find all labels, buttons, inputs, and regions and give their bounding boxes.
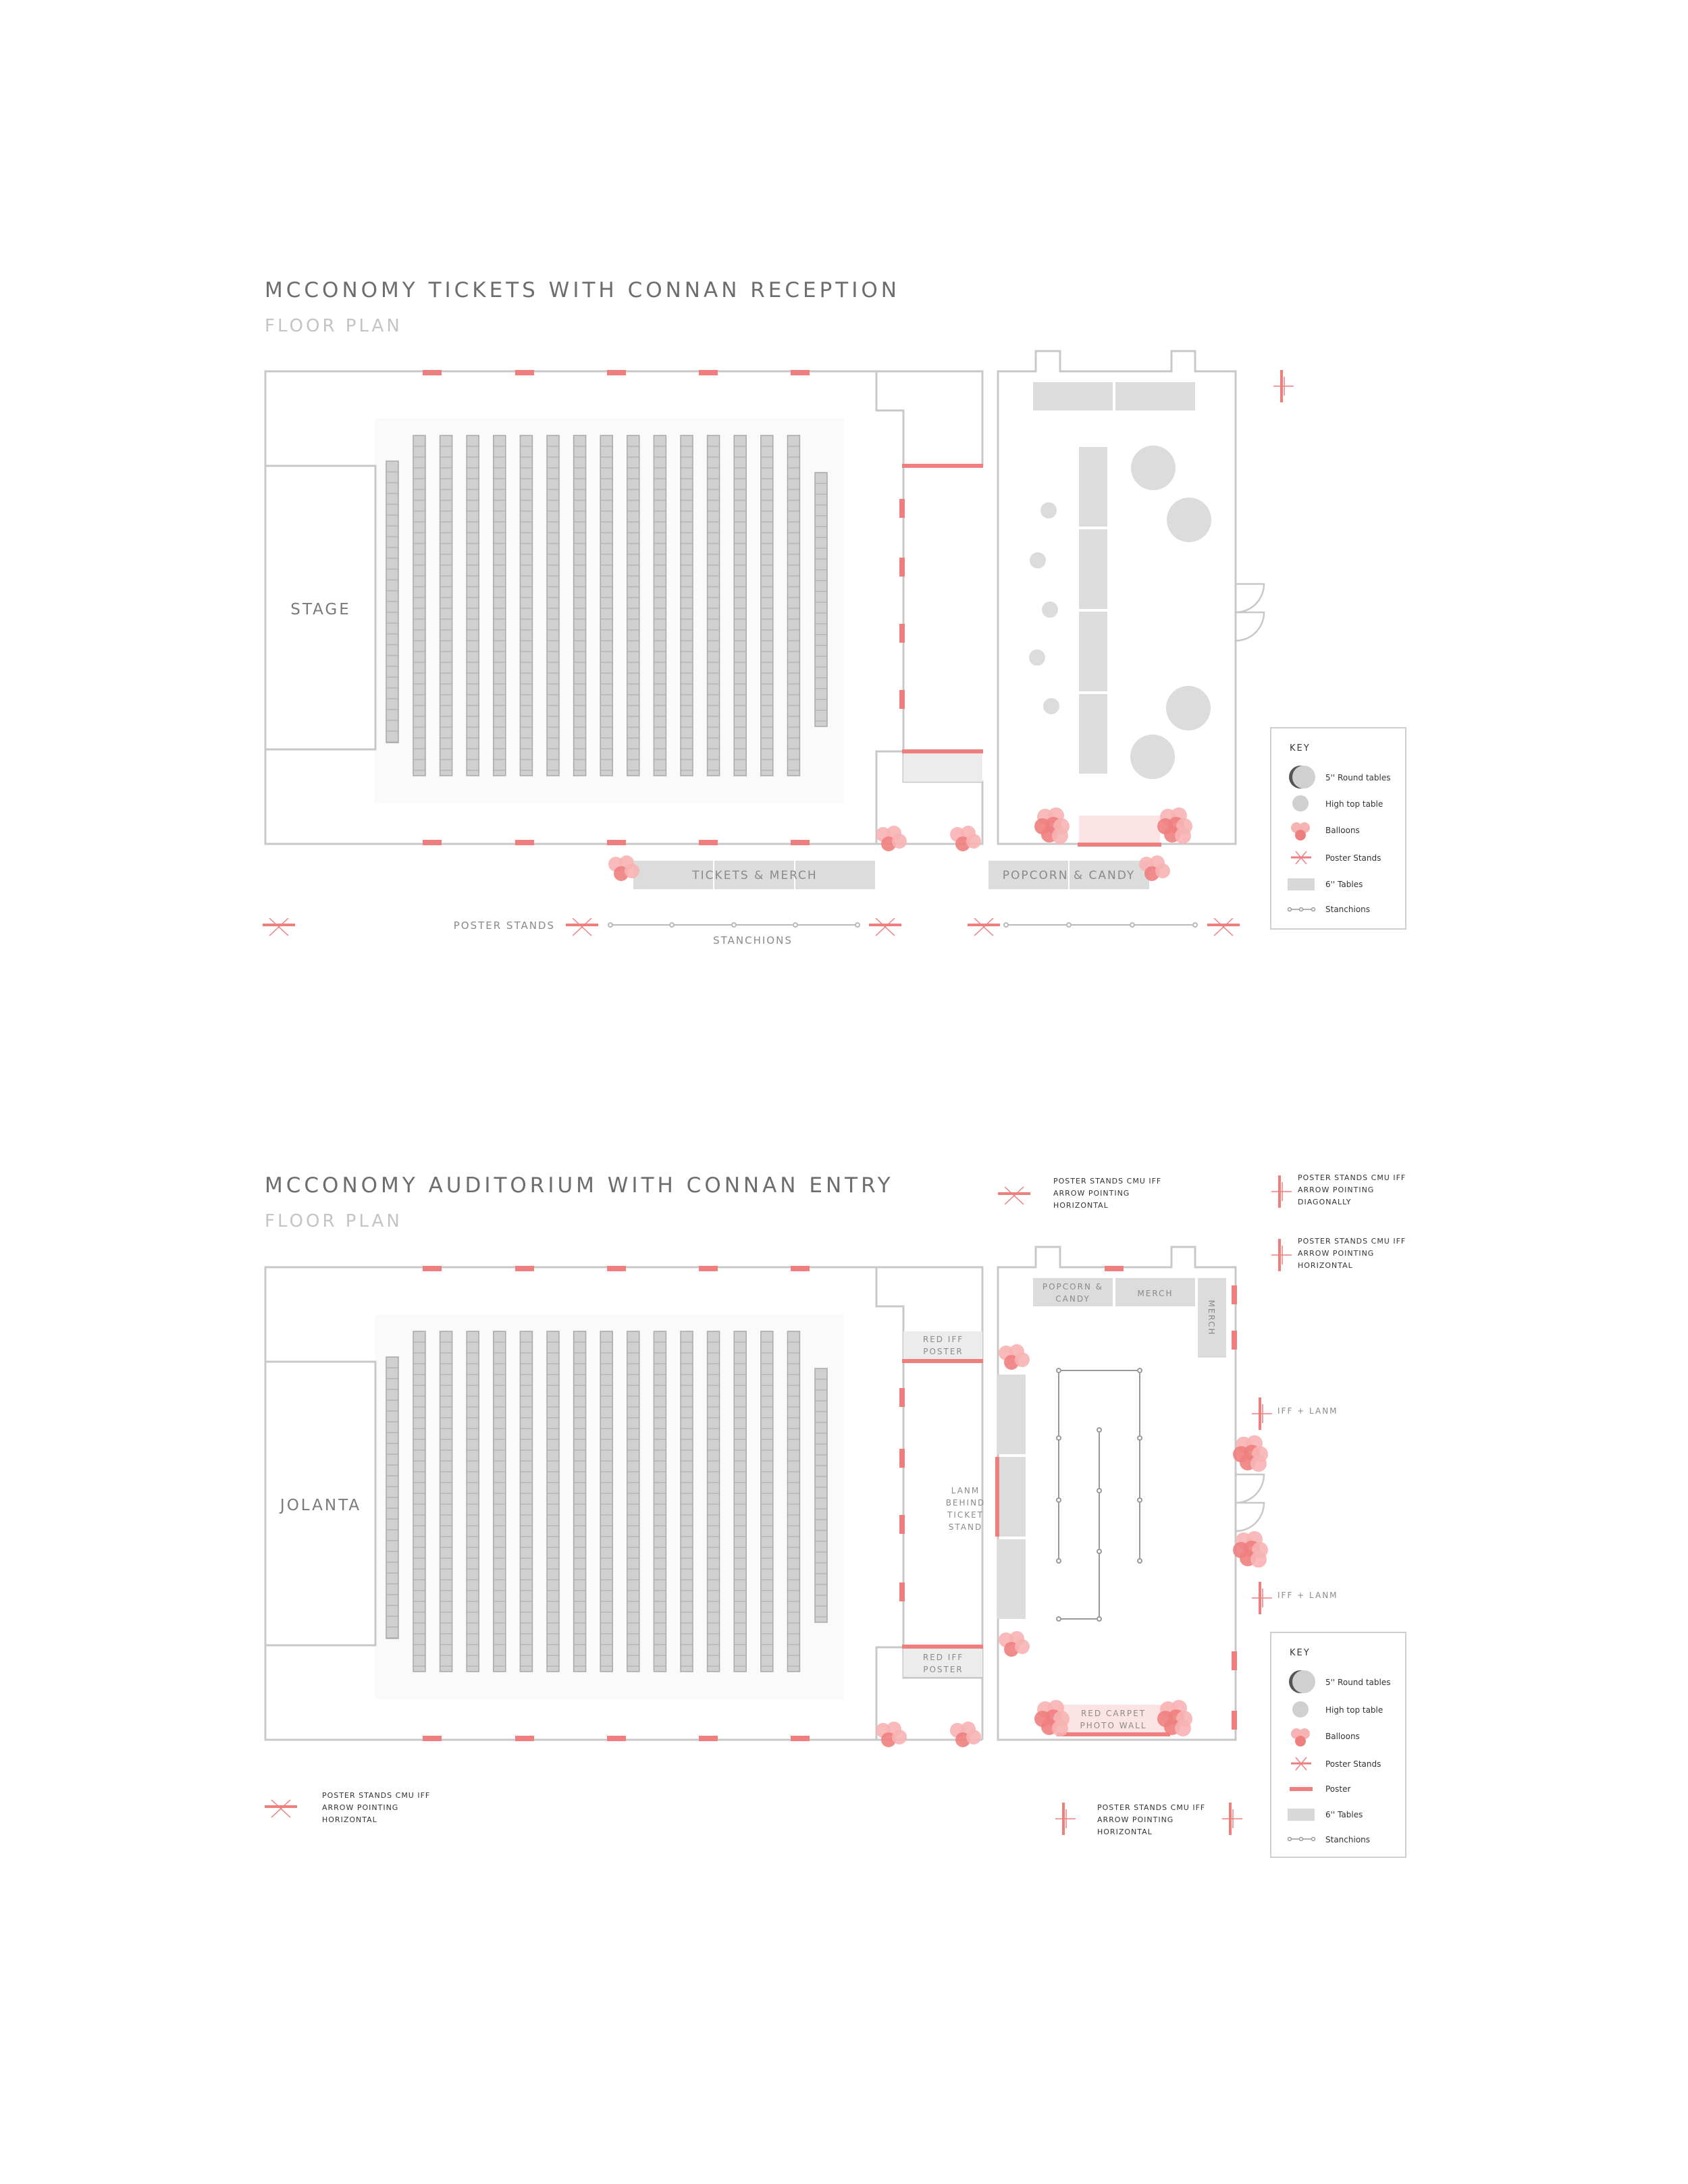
red-iff-poster-label: POSTER [923,1347,964,1356]
iff-lanm-label: IFF + LANM [1277,1591,1338,1600]
plan-1 [263,278,1406,947]
poster [1105,1266,1124,1271]
poster [899,1388,905,1407]
svg-text:ARROW POINTING: ARROW POINTING [1097,1815,1174,1824]
lanm-label: STAND [948,1522,983,1532]
poster [1232,1331,1237,1350]
poster [515,1266,534,1271]
poster [899,624,905,643]
seat-row [654,435,666,776]
seat-row [787,1331,799,1672]
poster-stands-label: POSTER STANDS [453,920,555,932]
balloon [1250,1551,1267,1568]
lanm-label: TICKET [947,1510,984,1520]
key-item: Balloons [1325,1732,1360,1741]
poster [1232,1285,1237,1304]
seat-row [467,435,479,776]
seat-row [440,1331,452,1672]
poster [607,1736,626,1741]
lobby-door [1236,1474,1264,1531]
key-item: 5'' Round tables [1325,1678,1391,1687]
lobby-walls [998,351,1236,844]
seat-row [467,1331,479,1672]
seat-row [787,435,799,776]
corridor-poster [902,1359,983,1363]
svg-text:ARROW POINTING: ARROW POINTING [1298,1249,1375,1258]
corridor-poster [902,1645,983,1649]
svg-text:POSTER STANDS CMU IFF: POSTER STANDS CMU IFF [1097,1803,1206,1812]
note-bottom-center-horizontal [1097,1803,1205,1836]
svg-text:ARROW POINTING: ARROW POINTING [1298,1186,1375,1194]
seat-row [520,1331,532,1672]
tickets-merch-label: TICKETS & MERCH [692,869,818,882]
svg-text:POSTER STANDS CMU IFF: POSTER STANDS CMU IFF [322,1791,431,1800]
six-foot-table [1079,529,1107,609]
table-key-icon [1288,878,1315,890]
seating-rows [386,1331,827,1672]
entry-poster [1078,843,1161,847]
poster [699,840,718,845]
key-item: Poster Stands [1325,853,1381,863]
merch-label: MERCH [1137,1289,1173,1298]
svg-text:POSTER STANDS CMU IFF: POSTER STANDS CMU IFF [1298,1237,1406,1246]
poster [699,370,718,375]
svg-text:HORIZONTAL: HORIZONTAL [1097,1828,1153,1836]
balloon [892,1730,907,1744]
poster [899,558,905,577]
six-foot-table [1115,382,1195,410]
photo-wall-poster [1057,1732,1170,1736]
six-foot-table [997,1375,1026,1454]
seat-row [627,435,639,776]
poster [699,1266,718,1271]
poster [423,1736,442,1741]
balloon [1175,828,1191,844]
six-foot-table [997,1457,1026,1537]
key-item: Balloons [1325,826,1360,835]
high-top-table [1029,649,1045,666]
poster [423,370,442,375]
seat-row [547,435,559,776]
poster [791,1736,810,1741]
note-right-horizontal [1298,1237,1406,1270]
balloon [1015,1639,1030,1654]
seat-row [654,1331,666,1672]
stanchions-label: STANCHIONS [713,934,793,947]
corridor-table [903,753,982,782]
balloon [892,834,907,849]
stage-label: JOLANTA [280,1497,362,1514]
entry-mat [1079,816,1160,844]
popcorn-candy-label: CANDY [1055,1294,1090,1304]
six-foot-table [997,1539,1026,1619]
seat-row [708,1331,720,1672]
red-iff-poster-label: RED IFF [922,1335,964,1344]
plan2-subtitle: FLOOR PLAN [265,1211,402,1231]
poster [899,1582,905,1601]
balloon [966,1730,981,1744]
svg-text:ARROW POINTING: ARROW POINTING [322,1803,399,1812]
poster [423,840,442,845]
lanm-label: BEHIND [945,1498,986,1508]
seat-row [413,1331,425,1672]
six-foot-table [1033,382,1113,410]
seat-row [440,435,452,776]
key-item: Poster Stands [1325,1759,1381,1769]
seat-row [494,1331,506,1672]
seat-row [600,1331,612,1672]
svg-text:POSTER STANDS CMU IFF: POSTER STANDS CMU IFF [1298,1173,1406,1182]
stage-label: STAGE [290,601,351,618]
high-top-table [1030,552,1046,568]
svg-text:HORIZONTAL: HORIZONTAL [1053,1201,1109,1210]
high-top-table [1043,698,1059,714]
key-item: 6'' Tables [1325,880,1363,889]
poster-key-icon [1290,1787,1313,1791]
high-top-key-icon [1292,795,1309,811]
seating-rows [386,435,827,776]
high-top-key-icon [1292,1701,1309,1717]
seat-row [494,435,506,776]
svg-text:HORIZONTAL: HORIZONTAL [1298,1261,1353,1270]
seat-row [600,435,612,776]
key-item: Stanchions [1325,1835,1371,1844]
plan1-title: MCCONOMY TICKETS WITH CONNAN RECEPTION [265,278,900,302]
poster [515,840,534,845]
seat-row [681,1331,693,1672]
lobby-door [1236,584,1264,641]
poster [899,690,905,709]
photo-wall-label: PHOTO WALL [1080,1721,1147,1730]
seat-row [574,1331,586,1672]
seat-row [627,1331,639,1672]
plan-2 [265,1173,1406,1857]
six-foot-table [1079,447,1107,527]
popcorn-candy-label: POPCORN & CANDY [1002,869,1136,882]
key-panel [1271,728,1406,929]
svg-text:ARROW POINTING: ARROW POINTING [1053,1189,1130,1198]
svg-text:DIAGONALLY: DIAGONALLY [1298,1198,1352,1206]
balloon [1250,1456,1267,1472]
poster [899,1515,905,1534]
poster [423,1266,442,1271]
poster [515,370,534,375]
seat-row [681,435,693,776]
seat-row [761,1331,773,1672]
svg-text:POSTER STANDS CMU IFF: POSTER STANDS CMU IFF [1053,1177,1162,1186]
lanm-label: LANM [951,1486,980,1495]
balloon [1015,1352,1030,1367]
note-bottom-left-horizontal [322,1791,430,1824]
note-top-right-diagonal [1298,1173,1406,1206]
seat-row [708,435,720,776]
poster [1232,1651,1237,1670]
seat-row [413,435,425,776]
balloon [1175,1720,1191,1736]
photo-wall-label: RED CARPET [1080,1709,1146,1718]
red-iff-poster-label: POSTER [923,1665,964,1674]
balloon [966,834,981,849]
svg-text:HORIZONTAL: HORIZONTAL [322,1815,377,1824]
popcorn-candy-label: POPCORN & [1042,1282,1104,1291]
round-table [1167,498,1211,542]
seat-row [574,435,586,776]
balloons [876,1344,1268,1747]
round-table [1131,446,1176,490]
ticket-stand-poster [995,1457,999,1537]
round-table [1166,686,1211,730]
key-title: KEY [1290,743,1311,753]
balloon [625,863,639,878]
red-iff-poster-label: RED IFF [922,1653,964,1662]
seat-row [520,435,532,776]
six-foot-table [1079,612,1107,691]
balloon [1052,828,1068,844]
stanchions [608,923,1197,927]
key-panel [1271,1632,1406,1857]
six-foot-table [1079,694,1107,774]
balloon [1155,863,1170,878]
poster [515,1736,534,1741]
plan1-subtitle: FLOOR PLAN [265,316,402,336]
key-item: 5'' Round tables [1325,773,1391,782]
key-item: 6'' Tables [1325,1810,1363,1819]
poster [699,1736,718,1741]
poster [1232,1711,1237,1730]
round-table [1130,735,1175,779]
seat-row [734,1331,746,1672]
poster [899,1449,905,1468]
plan2-title: MCCONOMY AUDITORIUM WITH CONNAN ENTRY [265,1173,894,1198]
merch-side-label: MERCH [1207,1300,1216,1336]
high-top-table [1040,502,1057,518]
iff-lanm-label: IFF + LANM [1277,1406,1338,1416]
key-item: High top table [1325,799,1383,809]
key-item: Poster [1325,1784,1351,1794]
poster [607,1266,626,1271]
note-top-horizontal [1053,1177,1161,1210]
seat-row [734,435,746,776]
stanchion-queue [1057,1368,1142,1621]
round-table-key-icon [1292,766,1315,789]
poster [607,840,626,845]
key-item: Stanchions [1325,905,1371,914]
high-top-table [1042,602,1058,618]
poster [899,499,905,518]
corridor-poster [902,464,983,468]
poster [791,370,810,375]
key-item: High top table [1325,1705,1383,1715]
seat-row [761,435,773,776]
corridor-poster [902,749,983,753]
key-title: KEY [1290,1648,1311,1658]
poster [607,370,626,375]
table-key-icon [1288,1809,1315,1821]
balloon [1052,1720,1068,1736]
round-table-key-icon [1292,1670,1315,1693]
seat-row [547,1331,559,1672]
poster [791,1266,810,1271]
poster [791,840,810,845]
